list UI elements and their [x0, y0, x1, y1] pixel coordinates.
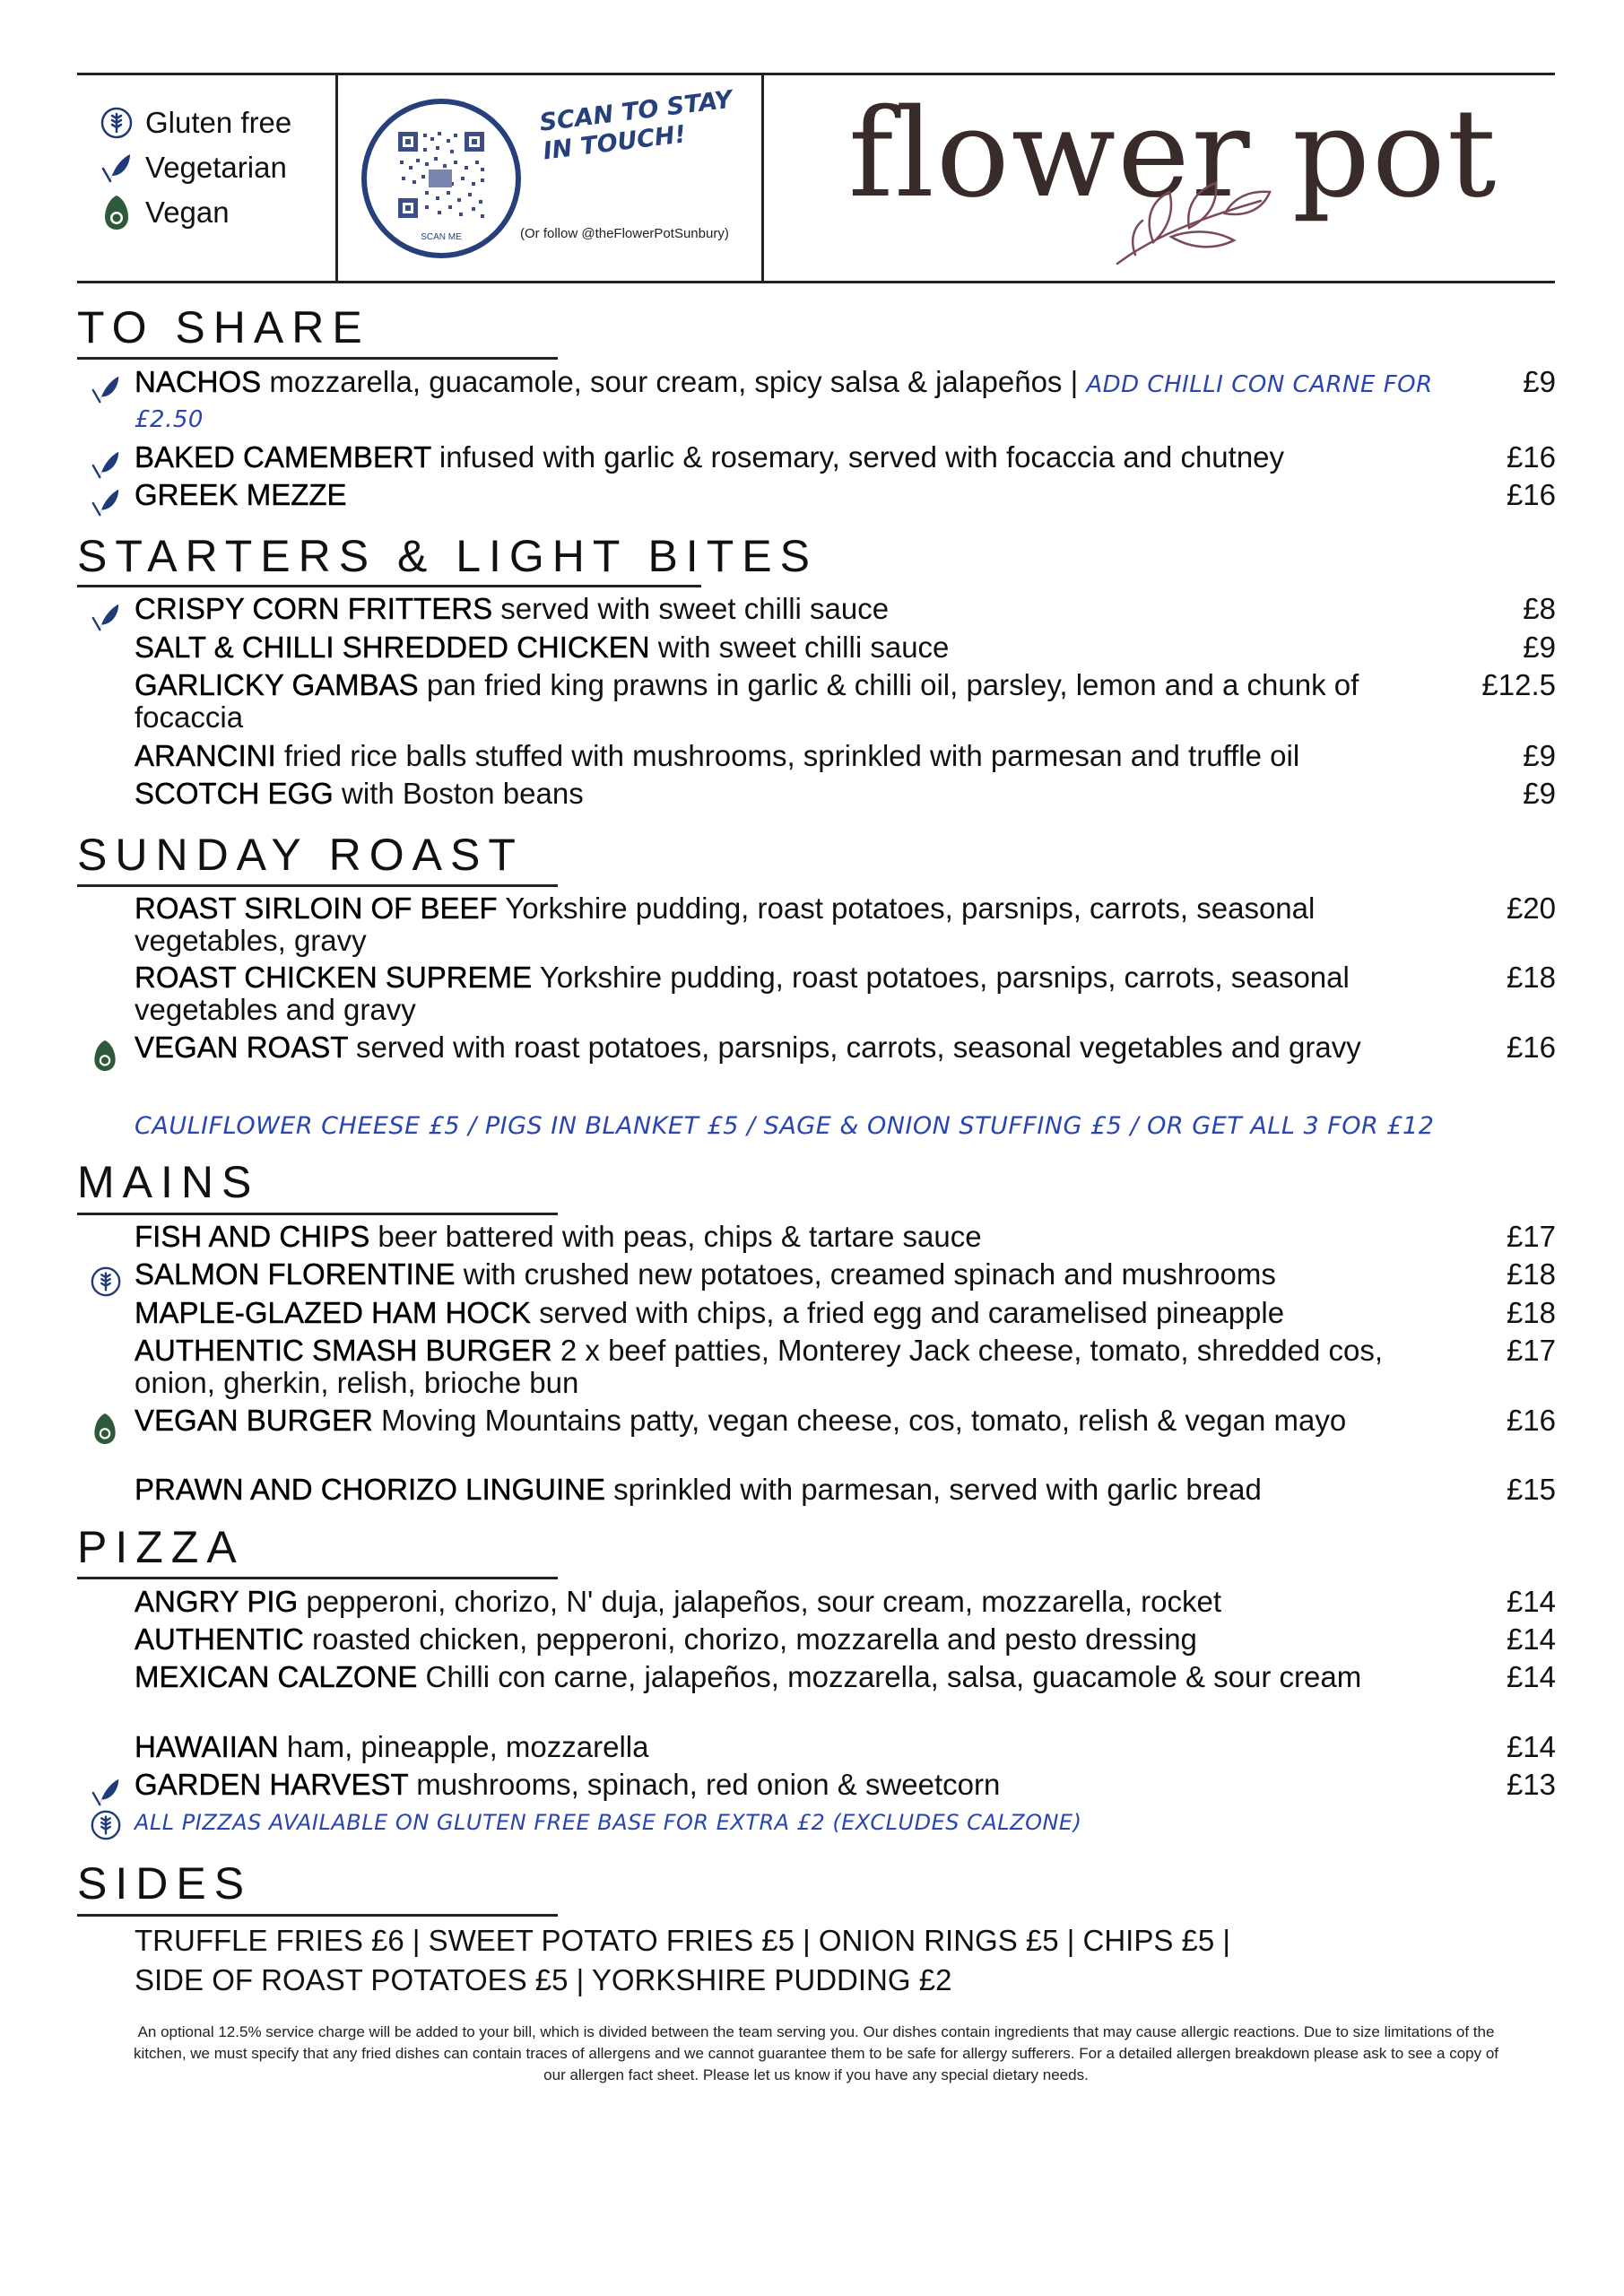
item-name: CRISPY CORN FRITTERS — [135, 592, 493, 625]
leaf-icon — [90, 373, 126, 409]
wheat-circle-icon — [90, 1265, 126, 1301]
item-description: mozzarella, guacamole, sour cream, spicy salsa & jalapeños | — [261, 365, 1087, 398]
menu-item-vegan-burger — [135, 1405, 1390, 1437]
item-name: ANGRY PIG — [135, 1585, 299, 1618]
item-price: £14 — [1506, 1585, 1556, 1618]
item-description: sprinkled with parmesan, served with garlic bread — [605, 1473, 1262, 1506]
menu-item-authentic-pizza — [135, 1623, 1465, 1656]
item-name: GREEK MEZZE — [135, 478, 347, 511]
item-price: £9 — [1523, 365, 1556, 398]
item-name: ARANCINI — [135, 739, 276, 772]
pizza-gluten-free-note: ALL PIZZAS AVAILABLE ON GLUTEN FREE BASE FOR EXTRA £2 (EXCLUDES CALZONE) — [135, 1810, 1082, 1835]
item-description: served with sweet chilli sauce — [492, 592, 890, 625]
qr-label: SCAN ME — [421, 232, 462, 242]
menu-item-garlicky-gambas — [135, 669, 1465, 734]
menu-item-fish-and-chips — [135, 1221, 1465, 1253]
item-price: £14 — [1506, 1622, 1556, 1656]
item-description: served with chips, a fried egg and caramelised pineapple — [530, 1296, 1285, 1329]
menu-item-ham-hock — [135, 1297, 1465, 1329]
item-name: GARDEN HARVEST — [135, 1768, 409, 1801]
item-price: £14 — [1506, 1660, 1556, 1693]
item-description: roasted chicken, pepperoni, chorizo, mozzarella and pesto dressing — [303, 1622, 1197, 1656]
item-name: SCOTCH EGG — [135, 777, 334, 810]
item-name: SALMON FLORENTINE — [135, 1257, 456, 1291]
roast-extras-note: CAULIFLOWER CHEESE £5 / PIGS IN BLANKET £5 / SAGE & ONION STUFFING £5 / OR GET ALL 3 FOR £12 — [135, 1112, 1435, 1140]
menu-item-hawaiian — [135, 1731, 1465, 1763]
item-name: MAPLE-GLAZED HAM HOCK — [135, 1296, 531, 1329]
sides-list-line-1: TRUFFLE FRIES £6 | SWEET POTATO FRIES £5 | ONION RINGS £5 | CHIPS £5 | — [135, 1924, 1230, 1957]
header-divider — [761, 75, 764, 281]
item-description: with crushed new potatoes, creamed spinach and mushrooms — [455, 1257, 1276, 1291]
section-title-mains: MAINS — [77, 1157, 260, 1207]
menu-item-garden-harvest — [135, 1769, 1465, 1801]
menu-item-salmon-florentine — [135, 1258, 1465, 1291]
item-description: Chilli con carne, jalapeños, mozzarella, salsa, guacamole & sour cream — [417, 1660, 1362, 1693]
section-title-sunday-roast: SUNDAY ROAST — [77, 830, 524, 880]
section-divider — [77, 1914, 558, 1917]
leaf-sprig-icon — [1099, 165, 1279, 277]
item-price: £15 — [1506, 1473, 1556, 1506]
item-price: £8 — [1523, 592, 1556, 625]
menu-item-roast-chicken-supreme — [135, 961, 1417, 1026]
item-price: £14 — [1506, 1730, 1556, 1763]
item-name: PRAWN AND CHORIZO LINGUINE — [135, 1473, 605, 1506]
item-name: AUTHENTIC — [135, 1622, 304, 1656]
menu-item-smash-burger — [135, 1335, 1465, 1399]
item-price: £9 — [1523, 777, 1556, 810]
item-price: £16 — [1506, 478, 1556, 511]
item-price: £16 — [1506, 440, 1556, 474]
menu-item-arancini — [135, 740, 1465, 772]
section-title-sides: SIDES — [77, 1858, 253, 1909]
qr-code[interactable] — [360, 98, 522, 259]
item-name: BAKED CAMEMBERT — [135, 440, 431, 474]
item-description: ham, pineapple, mozzarella — [278, 1730, 649, 1763]
item-price: £13 — [1506, 1768, 1556, 1801]
wheat-circle-icon — [97, 103, 136, 143]
item-description: Moving Mountains patty, vegan cheese, cos, tomato, relish & vegan mayo — [372, 1404, 1347, 1437]
menu-item-scotch-egg — [135, 778, 1465, 810]
menu-item-prawn-chorizo-linguine — [135, 1474, 1465, 1506]
section-title-starters: STARTERS & LIGHT BITES — [77, 531, 818, 581]
item-price: £17 — [1506, 1334, 1556, 1367]
social-handle: (Or follow @theFlowerPotSunbury) — [520, 226, 729, 241]
menu-item-salt-chilli-chicken — [135, 631, 1465, 664]
item-price: £9 — [1523, 631, 1556, 664]
item-description: served with roast potatoes, parsnips, carrots, seasonal vegetables and gravy — [347, 1031, 1361, 1064]
item-price: £16 — [1506, 1031, 1556, 1064]
menu-item-roast-sirloin — [135, 892, 1390, 957]
menu-item-angry-pig — [135, 1586, 1465, 1618]
legend-label: Vegan — [145, 196, 230, 229]
dietary-legend — [97, 100, 291, 235]
leaf-icon — [97, 148, 136, 187]
leaf-icon — [90, 601, 126, 637]
allergen-disclaimer: An optional 12.5% service charge will be added to your bill, which is divided between the team serving you. Our dishes contain ingredients that may cause allergic reactions. Due to size limitations of the kitchen, we must specify that any fried dishes can contain traces of allergens and we cannot guarantee them to be safe for allergy sufferers. For a detailed allergen breakdown please ask to see a copy of our allergen fact sheet. Please let us know if you have any special dietary needs. — [133, 2023, 1499, 2083]
item-price: £17 — [1506, 1220, 1556, 1253]
item-price: £18 — [1506, 1296, 1556, 1329]
section-divider — [77, 1577, 558, 1579]
item-name: GARLICKY GAMBAS — [135, 668, 419, 701]
scan-to-stay-in-touch: SCAN TO STAY IN TOUCH! — [538, 85, 734, 166]
item-name: VEGAN ROAST — [135, 1031, 348, 1064]
section-divider — [77, 1213, 558, 1215]
item-name: MEXICAN CALZONE — [135, 1660, 418, 1693]
menu-item-mexican-calzone — [135, 1661, 1390, 1693]
item-name: SALT & CHILLI SHREDDED CHICKEN — [135, 631, 650, 664]
section-divider — [77, 357, 558, 360]
item-name: FISH AND CHIPS — [135, 1220, 370, 1253]
legend-vegan — [97, 190, 291, 235]
brand-logo: flower pot — [848, 83, 1498, 225]
menu-item-baked-camembert — [135, 441, 1465, 474]
legend-gluten-free — [97, 100, 291, 145]
header-divider — [335, 75, 338, 281]
section-divider — [77, 884, 558, 887]
item-description: beer battered with peas, chips & tartare sauce — [369, 1220, 982, 1253]
item-description: Yorkshire pudding, roast potatoes, parsnips, carrots, seasonal vegetables and gravy — [135, 961, 1350, 1026]
menu-item-nachos — [135, 366, 1444, 436]
menu-item-vegan-roast — [135, 1031, 1390, 1064]
item-add-on-note: ADD CHILLI CON CARNE FOR £2.50 — [135, 371, 1433, 433]
item-price: £9 — [1523, 739, 1556, 772]
item-price: £12.5 — [1481, 668, 1556, 701]
item-price: £18 — [1506, 1257, 1556, 1291]
section-title-pizza: PIZZA — [77, 1522, 245, 1572]
item-description: pepperoni, chorizo, N' duja, jalapeños, sour cream, mozzarella, rocket — [298, 1585, 1221, 1618]
legend-label: Vegetarian — [145, 151, 287, 184]
item-description: 2 x beef patties, Monterey Jack cheese, tomato, shredded cos, onion, gherkin, relish, brioche bun — [135, 1334, 1384, 1399]
avocado-icon — [90, 1412, 126, 1448]
item-description: infused with garlic & rosemary, served with focaccia and chutney — [430, 440, 1285, 474]
leaf-icon — [90, 1776, 126, 1812]
item-name: ROAST CHICKEN SUPREME — [135, 961, 533, 994]
item-description: mushrooms, spinach, red onion & sweetcorn — [408, 1768, 1001, 1801]
menu-item-crispy-corn-fritters — [135, 593, 1465, 625]
menu-item-greek-mezze — [135, 479, 1465, 511]
leaf-icon — [90, 448, 126, 484]
item-name: NACHOS — [135, 365, 262, 398]
item-name: VEGAN BURGER — [135, 1404, 373, 1437]
legend-label: Gluten free — [145, 106, 292, 139]
item-description: with sweet chilli sauce — [649, 631, 950, 664]
item-price: £18 — [1506, 961, 1556, 994]
avocado-icon — [97, 193, 136, 232]
item-description: with Boston beans — [333, 777, 584, 810]
item-name: ROAST SIRLOIN OF BEEF — [135, 891, 498, 925]
item-name: HAWAIIAN — [135, 1730, 279, 1763]
avocado-icon — [90, 1039, 126, 1074]
item-price: £16 — [1506, 1404, 1556, 1437]
wheat-circle-icon — [90, 1809, 126, 1845]
sides-list-line-2: SIDE OF ROAST POTATOES £5 | YORKSHIRE PUDDING £2 — [135, 1963, 952, 1996]
menu-header — [77, 73, 1555, 283]
section-divider — [77, 585, 701, 587]
item-description: Yorkshire pudding, roast potatoes, parsnips, carrots, seasonal vegetables, gravy — [135, 891, 1316, 957]
item-price: £20 — [1506, 891, 1556, 925]
section-title-to-share: TO SHARE — [77, 302, 370, 352]
legend-vegetarian — [97, 145, 291, 190]
item-description: pan fried king prawns in garlic & chilli oil, parsley, lemon and a chunk of focaccia — [135, 668, 1359, 734]
item-description: fried rice balls stuffed with mushrooms, sprinkled with parmesan and truffle oil — [275, 739, 1300, 772]
leaf-icon — [90, 486, 126, 522]
item-name: AUTHENTIC SMASH BURGER — [135, 1334, 552, 1367]
